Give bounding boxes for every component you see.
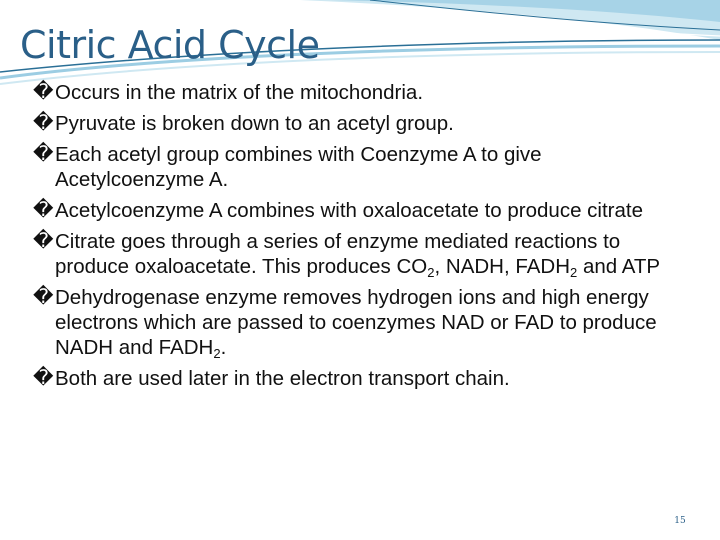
bullet-glyph-icon: �: [33, 81, 54, 103]
bullet-text: Citrate goes through a series of enzyme mediated reactions to produce oxaloacetate. This produces CO: [55, 230, 621, 278]
bullet-glyph-icon: �: [33, 286, 54, 308]
bullet-glyph-icon: �: [33, 112, 54, 134]
subscript-text: 2: [427, 265, 435, 280]
bullet-item: [33, 80, 693, 105]
slide-title: Citric Acid Cycle: [20, 23, 320, 67]
subscript-text: 2: [570, 265, 578, 280]
bullet-item: [33, 229, 693, 279]
bullet-text: Acetylcoenzyme A combines with oxaloacetate to produce citrate: [55, 199, 643, 222]
bullet-item: [33, 142, 693, 192]
bullet-item: [33, 111, 693, 136]
bullet-item: [33, 285, 693, 360]
bullet-text: Both are used later in the electron transport chain.: [55, 367, 510, 390]
bullet-text: Occurs in the matrix of the mitochondria.: [55, 81, 424, 104]
bullet-text: Dehydrogenase enzyme removes hydrogen ions and high energy electrons which are passed to coenzymes NAD or FAD to produce NADH and FADH: [55, 286, 657, 359]
bullet-item: [33, 198, 693, 223]
bullet-glyph-icon: �: [33, 230, 54, 252]
bullet-item: [33, 366, 693, 391]
bullet-text: Pyruvate is broken down to an acetyl group.: [55, 112, 454, 135]
bullet-text: , NADH, FADH: [434, 255, 571, 278]
bullet-text: .: [220, 336, 227, 359]
bullet-list: [33, 80, 693, 397]
bullet-glyph-icon: �: [33, 367, 54, 389]
bullet-text: Each acetyl group combines with Coenzyme A to give Acetylcoenzyme A.: [55, 143, 542, 191]
subscript-text: 2: [213, 346, 221, 361]
bullet-glyph-icon: �: [33, 199, 54, 221]
bullet-glyph-icon: �: [33, 143, 54, 165]
bullet-text: and ATP: [577, 255, 661, 278]
page-number: 15: [674, 516, 686, 526]
